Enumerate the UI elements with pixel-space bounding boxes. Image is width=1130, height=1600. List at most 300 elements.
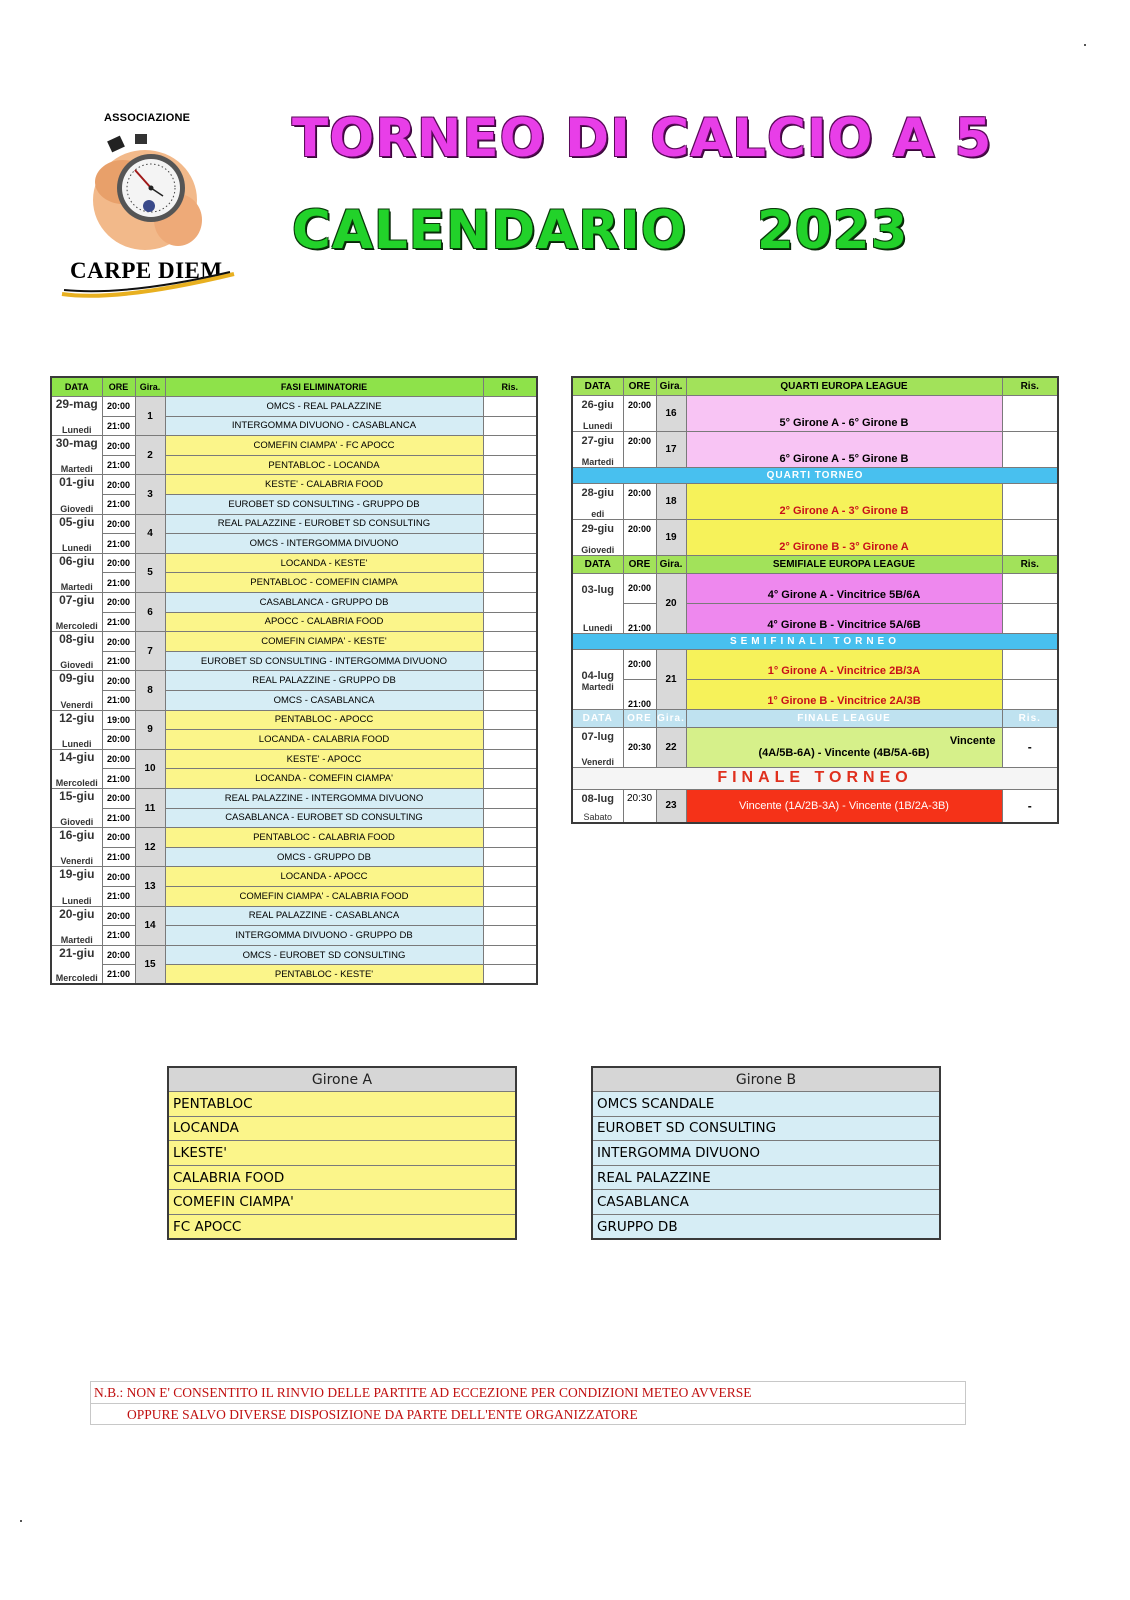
match-fixture: Vincente (1A/2B-3A) - Vincente (1B/2A-3B): [686, 789, 1002, 823]
match-time: 20:00: [623, 395, 656, 431]
match-fixture: OMCS - EUROBET SD CONSULTING: [165, 945, 483, 965]
match-row: [51, 945, 537, 965]
header-round: Gira.: [656, 709, 686, 727]
match-result: [483, 965, 537, 985]
match-day: Lunedi: [572, 603, 623, 633]
finale-torneo-title: FINALE TORNEO: [572, 767, 1058, 789]
team-name: OMCS SCANDALE: [592, 1092, 940, 1117]
match-time: 20:00: [102, 593, 135, 613]
match-date: 26-giu: [572, 395, 623, 413]
match-result: [483, 749, 537, 769]
match-row: [51, 475, 537, 495]
knockout-schedule-table: [571, 376, 1059, 824]
match-day: Lunedi: [51, 416, 102, 436]
match-time: 20:30: [623, 789, 656, 823]
match-day: Venerdi: [51, 691, 102, 711]
girone-a-title: Girone A: [168, 1067, 516, 1092]
header-round: Gira.: [135, 377, 165, 397]
match-time: 20:00: [623, 483, 656, 519]
tournament-title: TORNEO DI CALCIO A 5: [292, 108, 993, 169]
scan-dot: [1084, 44, 1086, 46]
match-time: 21:00: [102, 651, 135, 671]
match-result: [483, 436, 537, 456]
match-time: 21:00: [102, 965, 135, 985]
match-date: 09-giu: [51, 671, 102, 691]
match-row: [572, 727, 1058, 747]
team-row: [168, 1092, 516, 1117]
match-row: [51, 906, 537, 926]
round-number: 18: [656, 483, 686, 519]
match-day: Lunedi: [572, 413, 623, 431]
team-name: EUROBET SD CONSULTING: [592, 1116, 940, 1141]
round-number: 13: [135, 867, 165, 906]
match-fixture: EUROBET SD CONSULTING - INTERGOMMA DIVUONO: [165, 651, 483, 671]
match-row: [572, 649, 1058, 679]
round-number: 3: [135, 475, 165, 514]
match-date: 28-giu: [572, 483, 623, 501]
team-row: [168, 1141, 516, 1166]
match-date: 14-giu: [51, 749, 102, 769]
match-result: -: [1002, 789, 1058, 823]
match-row: [51, 514, 537, 534]
header-round: Gira.: [656, 555, 686, 573]
header-date: DATA: [572, 377, 623, 395]
match-result: [1002, 603, 1058, 633]
match-day: Giovedi: [572, 537, 623, 555]
match-row: [51, 397, 537, 417]
schedule-header-row: [51, 377, 537, 397]
match-time: 20:00: [102, 730, 135, 750]
match-row: [51, 573, 537, 593]
match-fixture: KESTE' - CALABRIA FOOD: [165, 475, 483, 495]
match-result: [483, 926, 537, 946]
match-time: 19:00: [102, 710, 135, 730]
match-fixture: COMEFIN CIAMPA' - CALABRIA FOOD: [165, 886, 483, 906]
match-day: Lunedi: [51, 534, 102, 554]
match-time: 20:00: [102, 436, 135, 456]
match-day: Venerdi: [51, 847, 102, 867]
match-row: [51, 612, 537, 632]
match-row: [51, 749, 537, 769]
girone-a-header-row: [168, 1067, 516, 1092]
match-date: 06-giu: [51, 553, 102, 573]
header-time: ORE: [623, 377, 656, 395]
calendar-year: 2023: [756, 200, 909, 261]
match-day: Venerdi: [572, 747, 623, 767]
match-day: Giovedi: [51, 651, 102, 671]
header-phase: FINALE LEAGUE: [686, 709, 1002, 727]
header-result: Ris.: [1002, 377, 1058, 395]
semi-torneo-banner-row: [572, 633, 1058, 649]
match-fixture: PENTABLOC - KESTE': [165, 965, 483, 985]
association-logo: [58, 110, 243, 295]
match-date: 12-giu: [51, 710, 102, 730]
quarti-torneo-banner-row: [572, 467, 1058, 483]
match-result: [483, 847, 537, 867]
match-date: 27-giu: [572, 431, 623, 449]
match-result: [483, 495, 537, 515]
finale-league-header-row: [572, 709, 1058, 727]
team-name: LKESTE': [168, 1141, 516, 1166]
round-number: 2: [135, 436, 165, 475]
team-name: REAL PALAZZINE: [592, 1165, 940, 1190]
match-fixture: OMCS - INTERGOMMA DIVUONO: [165, 534, 483, 554]
match-fixture: 4° Girone B - Vincitrice 5A/6B: [686, 603, 1002, 633]
team-row: [168, 1165, 516, 1190]
team-name: INTERGOMMA DIVUONO: [592, 1141, 940, 1166]
match-result: [1002, 649, 1058, 679]
match-time: 21:00: [102, 847, 135, 867]
calendar-title: [292, 200, 908, 261]
match-fixture-cell: [686, 727, 1002, 767]
rules-note-line1: N.B.: NON E' CONSENTITO IL RINVIO DELLE PARTITE AD ECCEZIONE PER CONDIZIONI METEO AVVERSE: [94, 1385, 752, 1400]
match-time: 21:00: [102, 495, 135, 515]
match-result: [1002, 431, 1058, 467]
match-day: Mercoledi: [51, 769, 102, 789]
match-time: 21:00: [102, 455, 135, 475]
round-number: 8: [135, 671, 165, 710]
match-row: [51, 455, 537, 475]
match-fixture: 1° Girone A - Vincitrice 2B/3A: [686, 649, 1002, 679]
match-row: [572, 573, 1058, 603]
calendar-label: CALENDARIO: [292, 200, 687, 261]
match-row: [51, 671, 537, 691]
girone-b-header-row: [592, 1067, 940, 1092]
logo-swoosh-icon: [58, 268, 238, 298]
stopwatch-hand-icon: [83, 130, 223, 258]
match-row: [51, 593, 537, 613]
match-fixture: 1° Girone B - Vincitrice 2A/3B: [686, 679, 1002, 709]
match-result: [483, 593, 537, 613]
header-time: ORE: [102, 377, 135, 397]
header-time: ORE: [623, 555, 656, 573]
match-date: 03-lug: [572, 573, 623, 603]
quarti-el-header-row: [572, 377, 1058, 395]
team-row: [168, 1190, 516, 1215]
match-day: Lunedi: [51, 886, 102, 906]
match-time: 21:00: [623, 679, 656, 709]
girone-a-table: [167, 1066, 517, 1240]
match-result: [483, 632, 537, 652]
team-row: [592, 1165, 940, 1190]
match-result: [1002, 679, 1058, 709]
round-number: 22: [656, 727, 686, 767]
team-row: [592, 1141, 940, 1166]
team-row: [592, 1116, 940, 1141]
match-result: [483, 671, 537, 691]
rules-note-line2: OPPURE SALVO DIVERSE DISPOSIZIONE DA PARTE DELL'ENTE ORGANIZZATORE: [91, 1403, 965, 1424]
match-result: [483, 788, 537, 808]
round-number: 21: [656, 649, 686, 709]
match-day: Martedi: [581, 681, 614, 692]
match-row: [572, 789, 1058, 807]
match-fixture: COMEFIN CIAMPA' - FC APOCC: [165, 436, 483, 456]
round-number: 1: [135, 397, 165, 436]
match-row: [51, 691, 537, 711]
match-fixture: PENTABLOC - LOCANDA: [165, 455, 483, 475]
team-name: CALABRIA FOOD: [168, 1165, 516, 1190]
match-fixture: OMCS - GRUPPO DB: [165, 847, 483, 867]
match-result: [483, 397, 537, 417]
match-date: 29-mag: [51, 397, 102, 417]
match-day: Mercoledi: [51, 612, 102, 632]
round-number: 19: [656, 519, 686, 555]
match-fixture: LOCANDA - COMEFIN CIAMPA': [165, 769, 483, 789]
match-date: 29-giu: [572, 519, 623, 537]
team-row: [168, 1215, 516, 1240]
match-result: [483, 710, 537, 730]
match-result: [483, 886, 537, 906]
match-fixture: OMCS - CASABLANCA: [165, 691, 483, 711]
match-result: [483, 769, 537, 789]
match-row: [51, 828, 537, 848]
header-date: DATA: [572, 555, 623, 573]
match-date: 05-giu: [51, 514, 102, 534]
match-date: 15-giu: [51, 788, 102, 808]
match-row: [51, 553, 537, 573]
match-row: [572, 395, 1058, 413]
match-fixture: 2° Girone B - 3° Girone A: [686, 519, 1002, 555]
round-number: 15: [135, 945, 165, 984]
match-fixture: PENTABLOC - APOCC: [165, 710, 483, 730]
match-fixture: REAL PALAZZINE - EUROBET SD CONSULTING: [165, 514, 483, 534]
team-name: LOCANDA: [168, 1116, 516, 1141]
match-result: [483, 808, 537, 828]
match-time: 20:00: [623, 519, 656, 555]
match-result: [483, 828, 537, 848]
match-time: 21:00: [623, 603, 656, 633]
match-row: [51, 847, 537, 867]
match-fixture: REAL PALAZZINE - GRUPPO DB: [165, 671, 483, 691]
match-result: -: [1002, 727, 1058, 767]
match-time: 21:00: [102, 886, 135, 906]
finale-torneo-title-row: [572, 767, 1058, 789]
match-result: [483, 416, 537, 436]
round-number: 16: [656, 395, 686, 431]
match-day: Martedi: [51, 926, 102, 946]
semi-el-header-row: [572, 555, 1058, 573]
header-result: Ris.: [483, 377, 537, 397]
match-result: [483, 573, 537, 593]
girone-b-table: [591, 1066, 941, 1240]
match-result: [1002, 483, 1058, 519]
round-number: 14: [135, 906, 165, 945]
match-fixture: 5° Girone A - 6° Girone B: [686, 395, 1002, 431]
match-result: [483, 475, 537, 495]
match-day: Mercoledi: [51, 965, 102, 985]
match-fixture: CASABLANCA - EUROBET SD CONSULTING: [165, 808, 483, 828]
match-fixture: LOCANDA - KESTE': [165, 553, 483, 573]
semi-torneo-banner: SEMIFINALI TORNEO: [572, 633, 1058, 649]
match-time: 21:00: [102, 691, 135, 711]
quarti-torneo-banner: QUARTI TORNEO: [572, 467, 1058, 483]
match-fixture: INTERGOMMA DIVUONO - CASABLANCA: [165, 416, 483, 436]
round-number: 5: [135, 553, 165, 592]
match-row: [51, 495, 537, 515]
match-row: [51, 926, 537, 946]
match-fixture: CASABLANCA - GRUPPO DB: [165, 593, 483, 613]
team-row: [592, 1092, 940, 1117]
match-row: [572, 519, 1058, 537]
match-date-cell: [572, 649, 623, 709]
match-result: [483, 651, 537, 671]
match-row: [51, 965, 537, 985]
match-time: 20:00: [102, 867, 135, 887]
round-number: 17: [656, 431, 686, 467]
header-phase: SEMIFIALE EUROPA LEAGUE: [686, 555, 1002, 573]
match-row: [51, 808, 537, 828]
round-number: 7: [135, 632, 165, 671]
match-fixture-top: Vincente: [949, 735, 996, 747]
match-date: 07-giu: [51, 593, 102, 613]
match-row: [572, 483, 1058, 501]
match-time: 20:00: [623, 649, 656, 679]
match-row: [51, 710, 537, 730]
header-round: Gira.: [656, 377, 686, 395]
match-date: 30-mag: [51, 436, 102, 456]
match-fixture: LOCANDA - APOCC: [165, 867, 483, 887]
match-day: Lunedi: [51, 730, 102, 750]
round-number: 23: [656, 789, 686, 823]
match-time: 21:00: [102, 534, 135, 554]
round-number: 9: [135, 710, 165, 749]
match-time: 21:00: [102, 769, 135, 789]
match-time: 20:00: [102, 397, 135, 417]
round-number: 11: [135, 788, 165, 827]
round-number: 12: [135, 828, 165, 867]
team-name: GRUPPO DB: [592, 1215, 940, 1240]
match-row: [51, 788, 537, 808]
team-name: COMEFIN CIAMPA': [168, 1190, 516, 1215]
match-time: 20:00: [102, 475, 135, 495]
match-day: Giovedi: [51, 808, 102, 828]
match-result: [483, 612, 537, 632]
match-fixture: KESTE' - APOCC: [165, 749, 483, 769]
match-time: 21:00: [102, 808, 135, 828]
match-time: 20:00: [102, 906, 135, 926]
match-result: [483, 691, 537, 711]
match-fixture: APOCC - CALABRIA FOOD: [165, 612, 483, 632]
match-day: Martedi: [51, 455, 102, 475]
match-fixture: PENTABLOC - CALABRIA FOOD: [165, 828, 483, 848]
match-row: [572, 431, 1058, 449]
match-time: 21:00: [102, 926, 135, 946]
match-fixture: OMCS - REAL PALAZZINE: [165, 397, 483, 417]
match-date: 16-giu: [51, 828, 102, 848]
header-phase: FASI ELIMINATORIE: [165, 377, 483, 397]
match-day: Martedi: [572, 449, 623, 467]
match-time: 20:00: [102, 671, 135, 691]
match-fixture: PENTABLOC - COMEFIN CIAMPA: [165, 573, 483, 593]
match-fixture: COMEFIN CIAMPA' - KESTE': [165, 632, 483, 652]
header-result: Ris.: [1002, 555, 1058, 573]
team-name: PENTABLOC: [168, 1092, 516, 1117]
match-row: [51, 730, 537, 750]
group-stage-body: [51, 377, 537, 984]
logo-association-label: ASSOCIAZIONE: [104, 112, 191, 124]
header-time: ORE: [623, 709, 656, 727]
match-row: [51, 534, 537, 554]
girone-b-title: Girone B: [592, 1067, 940, 1092]
header-date: DATA: [51, 377, 102, 397]
match-fixture: LOCANDA - CALABRIA FOOD: [165, 730, 483, 750]
header-result: Ris.: [1002, 709, 1058, 727]
match-result: [483, 906, 537, 926]
match-result: [483, 553, 537, 573]
match-time: 20:00: [102, 749, 135, 769]
match-time: 21:00: [102, 612, 135, 632]
match-time: 20:00: [102, 632, 135, 652]
match-day: Giovedi: [51, 495, 102, 515]
match-result: [483, 455, 537, 475]
match-time: 20:00: [623, 431, 656, 467]
match-row: [51, 867, 537, 887]
match-time: 20:00: [623, 573, 656, 603]
match-date: 21-giu: [51, 945, 102, 965]
match-fixture: 2° Girone A - 3° Girone B: [686, 483, 1002, 519]
match-result: [483, 730, 537, 750]
match-date: 01-giu: [51, 475, 102, 495]
match-date: 20-giu: [51, 906, 102, 926]
group-stage-schedule-table: [50, 376, 538, 985]
team-name: CASABLANCA: [592, 1190, 940, 1215]
scan-dot: [20, 1520, 22, 1522]
round-number: 4: [135, 514, 165, 553]
match-result: [1002, 395, 1058, 431]
match-fixture: EUROBET SD CONSULTING - GRUPPO DB: [165, 495, 483, 515]
match-row: [51, 651, 537, 671]
header-phase: QUARTI EUROPA LEAGUE: [686, 377, 1002, 395]
match-result: [483, 534, 537, 554]
match-fixture: REAL PALAZZINE - INTERGOMMA DIVUONO: [165, 788, 483, 808]
team-row: [168, 1116, 516, 1141]
match-time: 20:00: [102, 945, 135, 965]
header-date: DATA: [572, 709, 623, 727]
match-row: [51, 769, 537, 789]
match-date: 04-lug: [581, 669, 614, 682]
match-fixture: REAL PALAZZINE - CASABLANCA: [165, 906, 483, 926]
round-number: 20: [656, 573, 686, 633]
match-time: 20:00: [102, 828, 135, 848]
match-time: 20:00: [102, 553, 135, 573]
match-row: [51, 416, 537, 436]
match-date: 08-giu: [51, 632, 102, 652]
match-fixture: INTERGOMMA DIVUONO - GRUPPO DB: [165, 926, 483, 946]
match-time: 21:00: [102, 573, 135, 593]
match-result: [1002, 519, 1058, 555]
match-fixture-bottom: (4A/5B-6A) - Vincente (4B/5A-6B): [758, 747, 930, 759]
logo-name: CARPE DIEM: [70, 258, 223, 283]
round-number: 6: [135, 593, 165, 632]
team-row: [592, 1215, 940, 1240]
match-date: 19-giu: [51, 867, 102, 887]
match-fixture: 4° Girone A - Vincitrice 5B/6A: [686, 573, 1002, 603]
match-result: [1002, 573, 1058, 603]
match-date: 08-lug: [572, 789, 623, 807]
match-row-sub: [572, 603, 1058, 633]
team-name: FC APOCC: [168, 1215, 516, 1240]
match-fixture: 6° Girone A - 5° Girone B: [686, 431, 1002, 467]
match-time: 20:00: [102, 514, 135, 534]
rules-note: [90, 1381, 966, 1425]
match-result: [483, 945, 537, 965]
match-row-sub: [572, 679, 1058, 709]
match-row: [51, 886, 537, 906]
match-result: [483, 867, 537, 887]
match-day: Martedi: [51, 573, 102, 593]
match-row: [51, 436, 537, 456]
match-time: 20:30: [623, 727, 656, 767]
